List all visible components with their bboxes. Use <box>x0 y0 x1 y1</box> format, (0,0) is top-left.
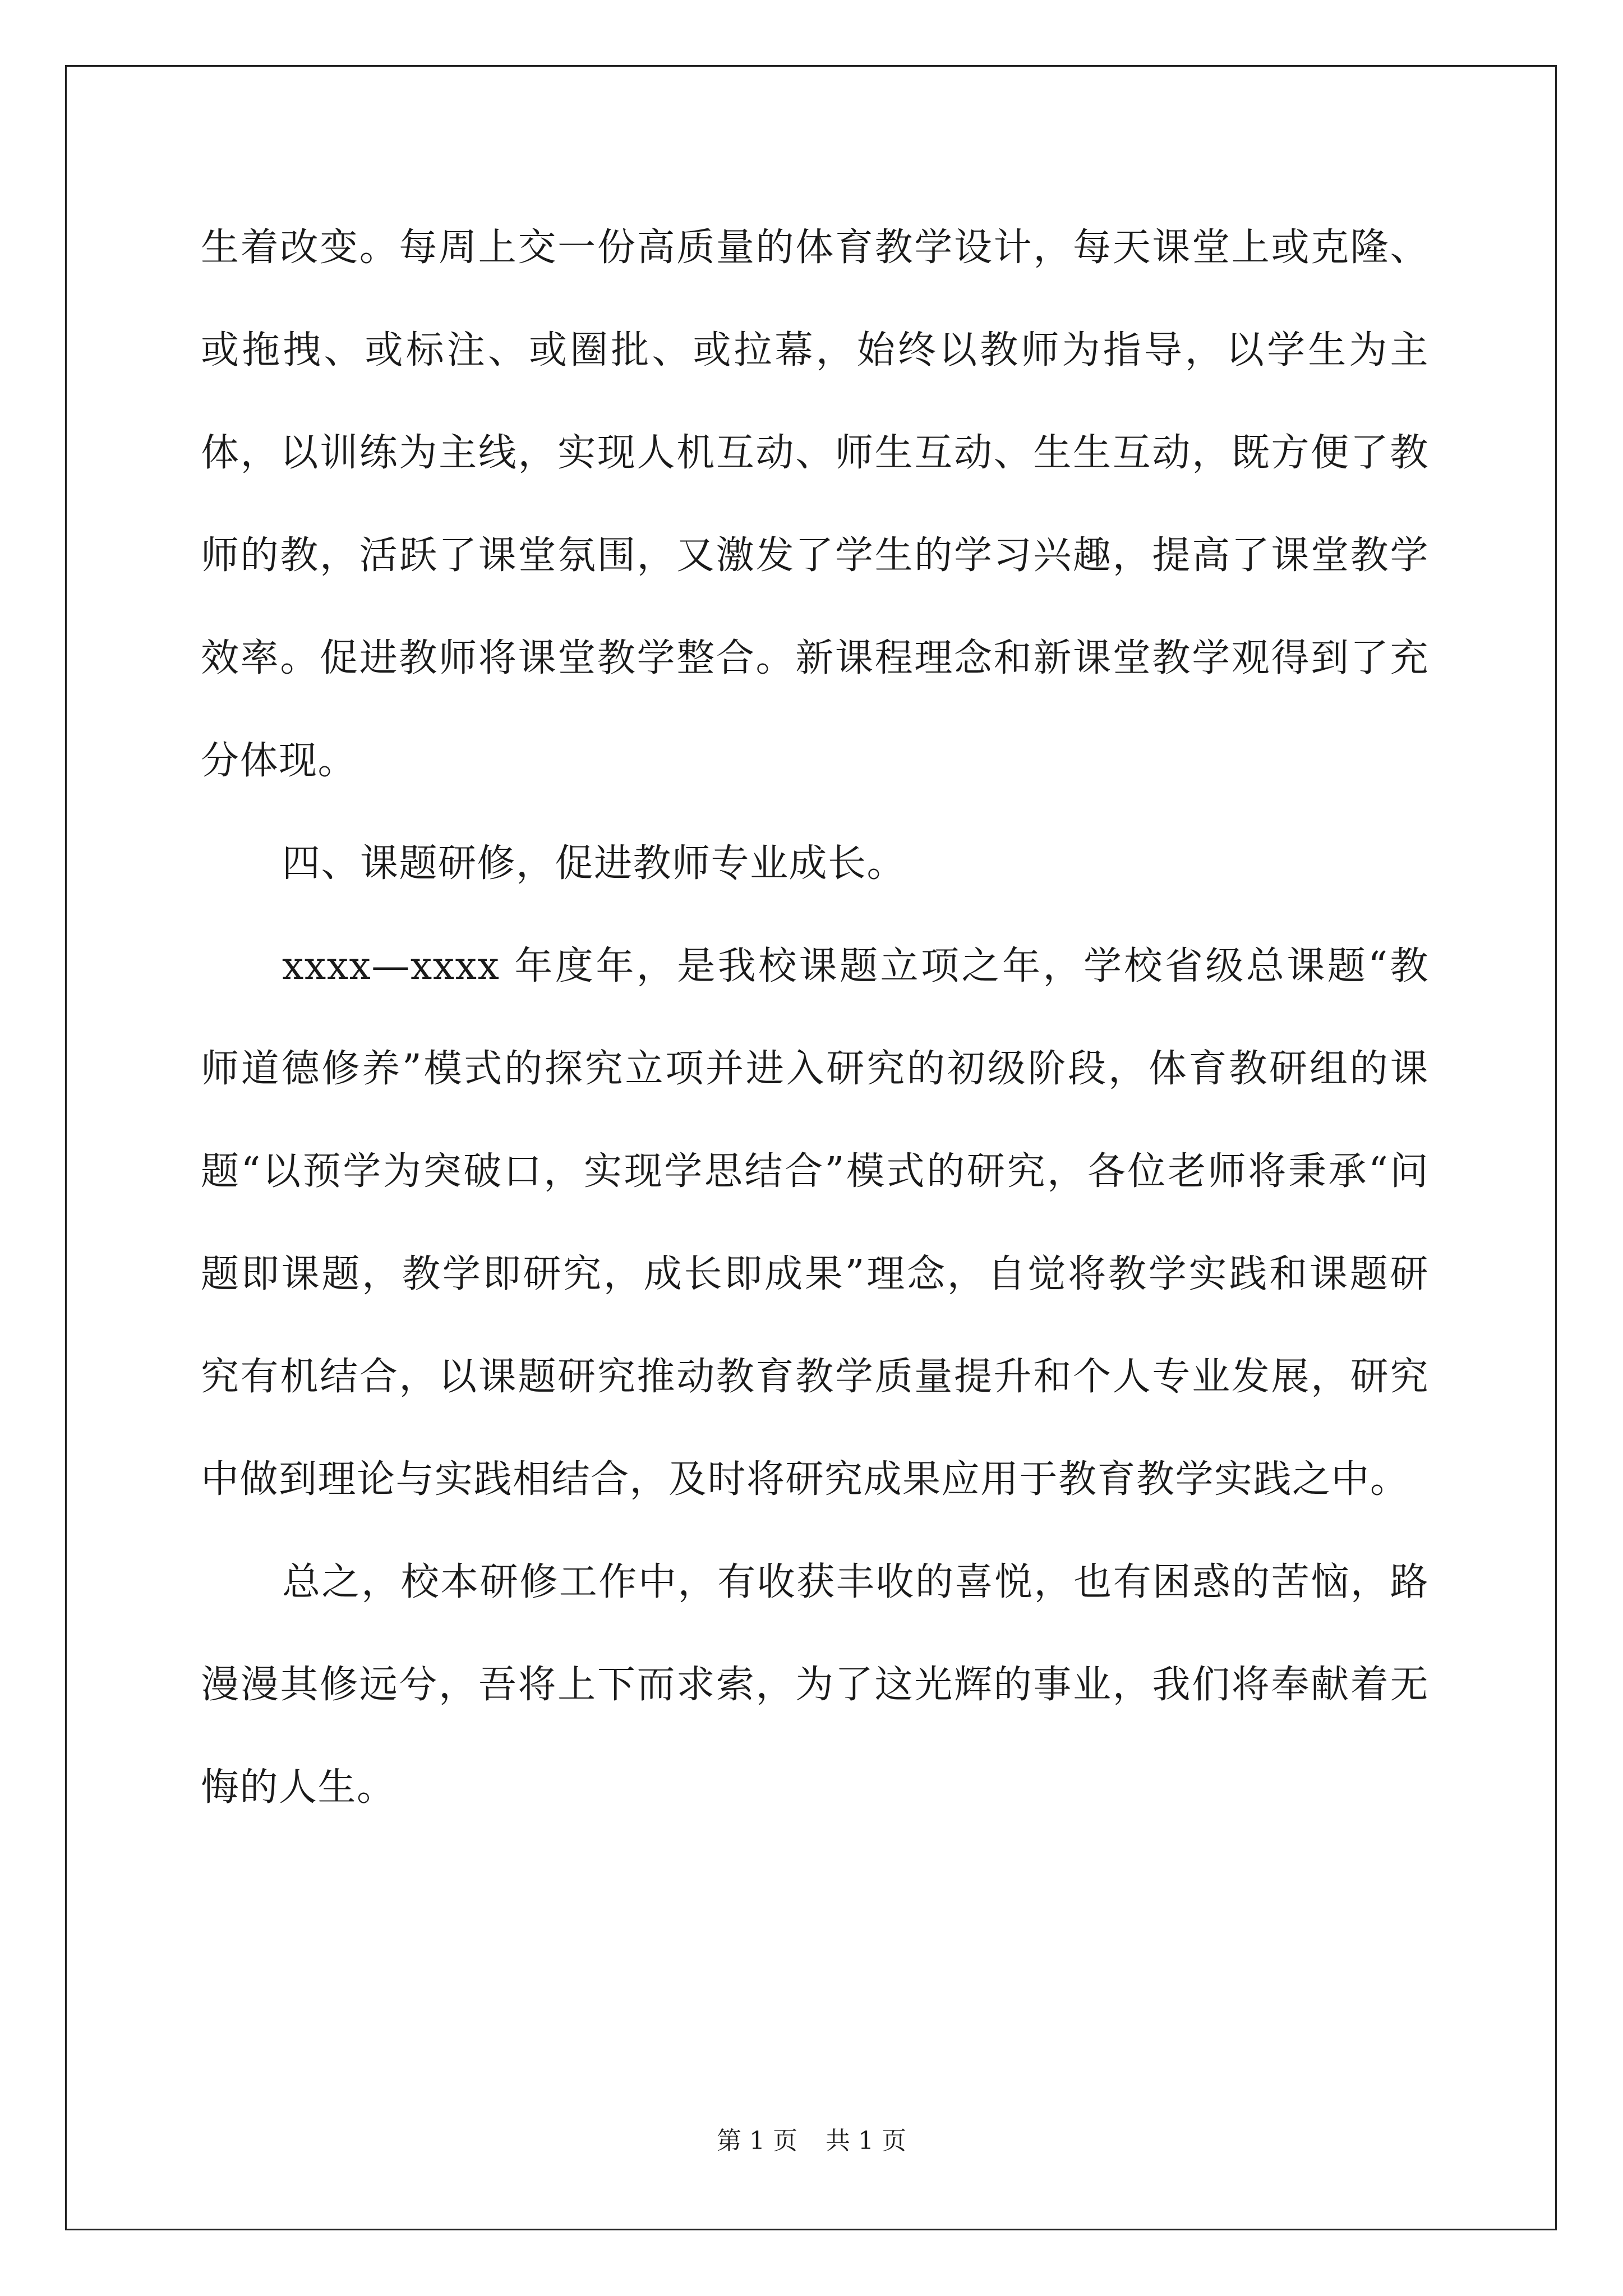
document-body <box>201 196 1429 1839</box>
page-number: 第 1 页 <box>717 2127 797 2155</box>
page-footer <box>0 2120 1623 2156</box>
paragraph-continuation: 生着改变。每周上交一份高质量的体育教学设计，每天课堂上或克隆、或拖拽、或标注、或圈批、或拉幕，始终以教师为指导，以学生为主体，以训练为主线，实现人机互动、师生互动、生生互动，既方便了教师的教，活跃了课堂氛围，又激发了学生的学习兴趣，提高了课堂教学效率。促进教师将课堂教学整合。新课程理念和新课堂教学观得到了充分体现。 <box>201 226 1429 783</box>
page-total: 共 1 页 <box>826 2127 906 2155</box>
paragraph-conclusion: 总之，校本研修工作中，有收获丰收的喜悦，也有困惑的苦恼，路漫漫其修远兮，吾将上下而求索，为了这光辉的事业，我们将奉献着无悔的人生。 <box>201 1560 1429 1810</box>
paragraph-research-project: xxxx—xxxx 年度年，是我校课题立项之年，学校省级总课题“教师道德修养”模式的探究立项并进入研究的初级阶段，体育教研组的课题“以预学为突破口，实现学思结合”模式的研究，各位老师将秉承“问题即课题，教学即研究，成长即成果”理念，自觉将教学实践和课题研究有机结合，以课题研究推动教育教学质量提升和个人专业发展，研究中做到理论与实践相结合，及时将研究成果应用于教育教学实践之中。 <box>201 944 1429 1502</box>
section-heading-four: 四、课题研修，促进教师专业成长。 <box>282 841 906 886</box>
